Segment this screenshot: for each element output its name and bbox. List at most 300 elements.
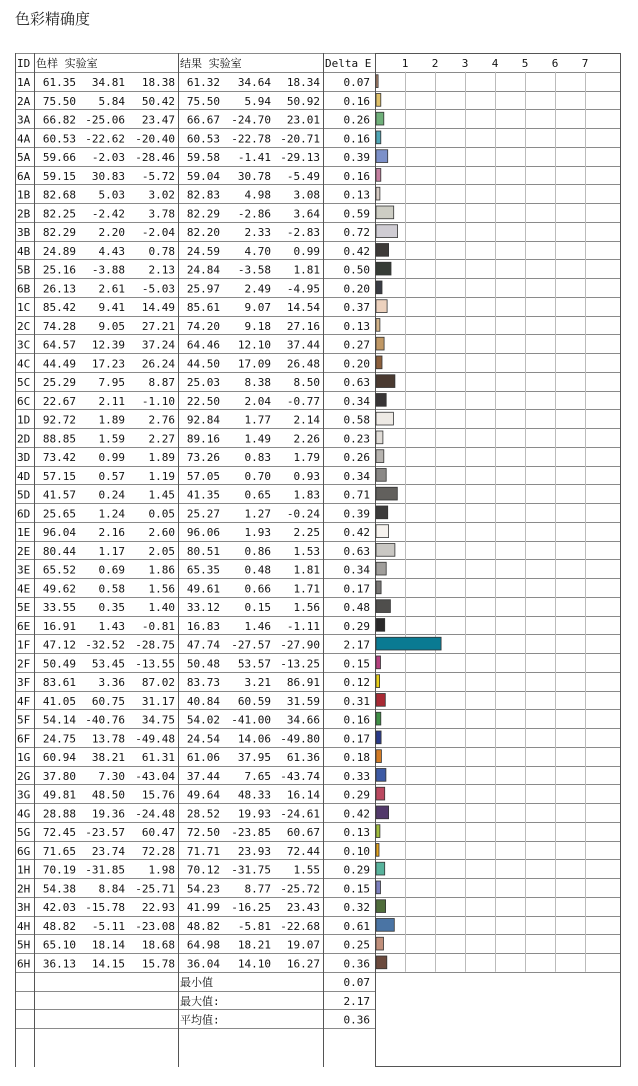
- result-lab-value: 83.73: [186, 676, 220, 689]
- result-lab-value: -43.74: [280, 769, 320, 783]
- result-lab-value: 82.29: [186, 207, 220, 221]
- delta-e-value: 0.25: [343, 938, 370, 952]
- summary-value: 0.36: [343, 1013, 370, 1027]
- sample-lab-value: 25.65: [42, 507, 76, 521]
- delta-e-value: 0.17: [343, 582, 370, 596]
- sample-lab-value: 74.28: [42, 319, 76, 333]
- row-id: 3C: [17, 338, 31, 352]
- result-lab-value: 59.58: [186, 151, 220, 164]
- sample-lab-value: 44.49: [42, 357, 76, 371]
- sample-lab-value: 60.94: [42, 751, 76, 764]
- row-id: 5B: [17, 263, 31, 277]
- result-lab-value: 0.83: [244, 451, 271, 464]
- delta-e-value: 0.26: [343, 451, 370, 464]
- sample-lab-value: 2.13: [148, 263, 175, 277]
- row-id: 5F: [17, 713, 31, 727]
- result-lab-value: 0.66: [244, 582, 271, 596]
- delta-e-bar: [376, 281, 382, 294]
- sample-lab-value: 73.42: [42, 451, 76, 464]
- result-lab-value: 7.65: [244, 769, 271, 783]
- sample-lab-value: -43.04: [135, 769, 175, 783]
- row-id: 3F: [17, 676, 31, 689]
- result-lab-value: 54.23: [186, 882, 220, 896]
- result-lab-value: 89.16: [186, 432, 220, 446]
- sample-lab-value: 59.66: [42, 151, 76, 164]
- sample-lab-value: -5.03: [141, 282, 175, 296]
- sample-lab-value: 2.11: [98, 394, 125, 408]
- delta-e-value: 0.15: [343, 882, 370, 896]
- sample-lab-value: 65.52: [42, 563, 76, 577]
- delta-e-value: 0.20: [343, 357, 370, 371]
- delta-e-value: 0.07: [343, 76, 370, 89]
- row-id: 5C: [17, 376, 31, 389]
- sample-lab-value: 14.15: [91, 957, 125, 971]
- delta-e-value: 0.59: [343, 207, 370, 221]
- result-lab-value: 2.04: [244, 394, 271, 408]
- delta-e-bar: [376, 525, 389, 538]
- sample-lab-value: 28.88: [42, 807, 76, 821]
- sample-lab-value: -5.11: [91, 919, 125, 933]
- result-lab-value: 25.27: [186, 507, 220, 521]
- sample-lab-value: 1.89: [148, 451, 175, 464]
- result-lab-value: 61.06: [186, 751, 220, 764]
- page-title: 色彩精确度: [15, 10, 91, 28]
- result-lab-value: 50.92: [286, 94, 320, 108]
- result-lab-value: -1.11: [286, 619, 320, 633]
- result-lab-value: 4.98: [244, 188, 271, 202]
- sample-lab-value: 0.78: [148, 244, 175, 258]
- result-lab-value: 1.81: [293, 263, 320, 277]
- result-lab-value: 1.55: [293, 863, 320, 877]
- result-lab-value: -49.80: [280, 732, 320, 746]
- delta-e-bar: [376, 712, 381, 725]
- row-id: 5D: [17, 488, 31, 502]
- result-lab-value: 19.93: [237, 807, 271, 821]
- sample-lab-value: 30.83: [91, 169, 125, 183]
- header-result-lab: 结果 实验室: [180, 56, 242, 70]
- row-id: 1A: [17, 76, 31, 89]
- delta-e-bar: [376, 487, 397, 500]
- result-lab-value: -2.83: [286, 226, 320, 239]
- sample-lab-value: 72.45: [42, 826, 76, 839]
- sample-lab-value: 7.30: [98, 769, 125, 783]
- delta-e-bar: [376, 581, 381, 594]
- result-lab-value: 0.86: [244, 544, 271, 558]
- result-lab-value: 16.27: [286, 957, 320, 971]
- sample-lab-value: -23.08: [135, 919, 175, 933]
- delta-e-value: 0.63: [343, 544, 370, 558]
- delta-e-bar: [376, 862, 385, 875]
- sample-lab-value: -15.78: [85, 901, 125, 914]
- result-lab-value: 1.56: [293, 601, 320, 614]
- row-id: 6H: [17, 957, 31, 971]
- result-lab-value: 1.79: [293, 451, 320, 464]
- result-lab-value: -29.13: [280, 151, 320, 164]
- result-lab-value: 41.35: [186, 488, 220, 502]
- result-lab-value: 60.67: [286, 826, 320, 839]
- delta-e-bar: [376, 244, 389, 257]
- delta-e-bar: [376, 919, 394, 932]
- row-id: 1G: [17, 751, 31, 764]
- sample-lab-value: -2.03: [91, 151, 125, 164]
- sample-lab-value: 0.57: [98, 469, 125, 483]
- chart-tick-label: 6: [551, 56, 559, 70]
- row-id: 6C: [17, 394, 31, 408]
- sample-lab-value: -5.72: [141, 169, 175, 183]
- delta-e-bar: [376, 169, 381, 182]
- delta-e-value: 0.50: [343, 263, 370, 277]
- delta-e-bar: [376, 881, 381, 894]
- delta-e-value: 0.34: [343, 563, 370, 577]
- sample-lab-value: 25.16: [42, 263, 76, 277]
- sample-lab-value: 33.55: [42, 601, 76, 614]
- sample-lab-value: 3.02: [148, 188, 175, 202]
- row-id: 1E: [17, 526, 31, 539]
- delta-e-bar: [376, 694, 385, 707]
- sample-lab-value: -1.10: [141, 394, 175, 408]
- sample-lab-value: 0.69: [98, 563, 125, 577]
- result-lab-value: -27.90: [280, 638, 320, 652]
- delta-e-value: 0.31: [343, 694, 370, 708]
- result-lab-value: 23.93: [237, 844, 271, 858]
- sample-lab-value: 7.95: [98, 376, 125, 389]
- delta-e-value: 0.42: [343, 807, 370, 821]
- delta-e-bar: [376, 600, 390, 613]
- delta-e-value: 2.17: [343, 638, 370, 652]
- delta-e-value: 0.17: [343, 732, 370, 746]
- sample-lab-value: 13.78: [91, 732, 125, 746]
- result-lab-value: 3.64: [293, 207, 320, 221]
- row-id: 2D: [17, 432, 31, 446]
- delta-e-bar: [376, 319, 380, 332]
- sample-lab-value: -25.71: [135, 882, 175, 896]
- sample-lab-value: 1.19: [148, 469, 175, 483]
- delta-e-bar: [376, 825, 380, 838]
- sample-lab-value: -49.48: [135, 732, 175, 746]
- result-lab-value: 1.77: [244, 413, 271, 427]
- sample-lab-value: 31.17: [141, 694, 175, 708]
- result-lab-value: 22.50: [186, 394, 220, 408]
- result-lab-value: 0.99: [293, 244, 320, 258]
- row-id: 4G: [17, 807, 31, 821]
- result-lab-value: 86.91: [286, 676, 320, 689]
- sample-lab-value: 48.50: [91, 788, 125, 802]
- result-lab-value: 34.66: [286, 713, 320, 727]
- delta-e-value: 0.33: [343, 769, 370, 783]
- result-lab-value: -1.41: [237, 151, 271, 164]
- sample-lab-value: 1.45: [148, 488, 175, 502]
- row-id: 1B: [17, 188, 31, 202]
- sample-lab-value: 1.86: [148, 563, 175, 577]
- delta-e-value: 0.27: [343, 338, 370, 352]
- result-lab-value: 71.71: [186, 844, 220, 858]
- result-lab-value: 37.44: [186, 769, 220, 783]
- result-lab-value: 1.71: [293, 582, 320, 596]
- sample-lab-value: 65.10: [42, 938, 76, 952]
- delta-e-bar: [376, 844, 379, 857]
- result-lab-value: 64.98: [186, 938, 220, 952]
- result-lab-value: 25.03: [186, 376, 220, 389]
- sample-lab-value: 2.61: [98, 282, 125, 296]
- delta-e-value: 0.36: [343, 957, 370, 971]
- result-lab-value: 14.06: [237, 732, 271, 746]
- chart-tick-label: 1: [401, 56, 409, 70]
- sample-lab-value: 0.58: [98, 582, 125, 596]
- delta-e-bar: [376, 356, 382, 369]
- delta-e-value: 0.42: [343, 526, 370, 539]
- result-lab-value: 82.83: [186, 188, 220, 202]
- delta-e-bar: [376, 937, 384, 950]
- result-lab-value: -24.70: [231, 113, 271, 127]
- delta-e-bar: [376, 900, 386, 913]
- sample-lab-value: 9.41: [98, 301, 125, 314]
- sample-lab-value: 18.38: [141, 76, 175, 89]
- summary-value: 2.17: [343, 994, 370, 1008]
- delta-e-bar: [376, 806, 389, 819]
- result-lab-value: 31.59: [286, 694, 320, 708]
- delta-e-value: 0.29: [343, 863, 370, 877]
- sample-lab-value: 50.42: [141, 94, 175, 108]
- sample-lab-value: 34.75: [141, 713, 175, 727]
- result-lab-value: -24.61: [280, 807, 320, 821]
- delta-e-value: 0.48: [343, 601, 370, 614]
- result-lab-value: 65.35: [186, 563, 220, 577]
- result-lab-value: 2.25: [293, 526, 320, 539]
- row-id: 6F: [17, 732, 31, 746]
- row-id: 4C: [17, 357, 31, 371]
- delta-e-value: 0.72: [343, 226, 370, 239]
- sample-lab-value: 2.05: [148, 544, 175, 558]
- sample-lab-value: 16.91: [42, 619, 76, 633]
- sample-lab-value: 24.89: [42, 244, 76, 258]
- delta-e-bar: [376, 750, 381, 763]
- delta-e-bar: [376, 562, 386, 575]
- result-lab-value: -5.81: [237, 919, 271, 933]
- result-lab-value: 40.84: [186, 694, 220, 708]
- delta-e-bar: [376, 769, 386, 782]
- delta-e-bar: [376, 112, 384, 125]
- result-lab-value: 1.27: [244, 507, 271, 521]
- result-lab-value: 37.44: [286, 338, 320, 352]
- sample-lab-value: 2.20: [98, 226, 125, 239]
- result-lab-value: 60.59: [237, 694, 271, 708]
- result-lab-value: 14.10: [237, 957, 271, 971]
- delta-e-value: 0.26: [343, 113, 370, 127]
- result-lab-value: 3.08: [293, 188, 320, 202]
- sample-lab-value: 38.21: [91, 751, 125, 764]
- result-lab-value: -27.57: [231, 638, 271, 652]
- sample-lab-value: -0.81: [141, 619, 175, 633]
- sample-lab-value: -24.48: [135, 807, 175, 821]
- row-id: 2B: [17, 207, 31, 221]
- sample-lab-value: 1.56: [148, 582, 175, 596]
- chart-tick-label: 5: [521, 56, 529, 70]
- row-id: 2H: [17, 882, 31, 896]
- delta-e-value: 0.63: [343, 376, 370, 389]
- delta-e-bar: [376, 131, 381, 144]
- result-lab-value: 0.48: [244, 563, 271, 577]
- delta-e-bar: [376, 656, 381, 669]
- sample-lab-value: 82.68: [42, 188, 76, 202]
- delta-e-bar: [376, 300, 387, 313]
- sample-lab-value: 27.21: [141, 319, 175, 333]
- row-id: 6A: [17, 169, 31, 183]
- result-lab-value: -25.72: [280, 882, 320, 896]
- delta-e-value: 0.29: [343, 619, 370, 633]
- result-lab-value: 0.65: [244, 488, 271, 502]
- result-lab-value: 82.20: [186, 226, 220, 239]
- sample-lab-value: -2.04: [141, 226, 175, 239]
- sample-lab-value: 8.84: [98, 882, 125, 896]
- summary-label: 最小值: [180, 976, 213, 989]
- row-id: 2G: [17, 769, 31, 783]
- row-id: 1C: [17, 301, 31, 314]
- row-id: 4F: [17, 694, 31, 708]
- row-id: 1D: [17, 413, 31, 427]
- delta-e-value: 0.12: [343, 676, 370, 689]
- result-lab-value: 64.46: [186, 338, 220, 352]
- result-lab-value: 8.77: [244, 882, 271, 896]
- delta-e-value: 0.16: [343, 713, 370, 727]
- result-lab-value: 75.50: [186, 94, 220, 108]
- sample-lab-value: 47.12: [42, 638, 76, 652]
- result-lab-value: 48.33: [237, 788, 271, 802]
- sample-lab-value: 1.59: [98, 432, 125, 446]
- sample-lab-value: -22.62: [85, 132, 125, 146]
- sample-lab-value: 0.05: [148, 507, 175, 521]
- sample-lab-value: 1.89: [98, 413, 125, 427]
- result-lab-value: 1.53: [293, 544, 320, 558]
- sample-lab-value: 87.02: [141, 676, 175, 689]
- delta-e-bar: [376, 450, 384, 463]
- sample-lab-value: 88.85: [42, 432, 76, 446]
- result-lab-value: 4.70: [244, 244, 271, 258]
- sample-lab-value: -28.46: [135, 151, 175, 164]
- sample-lab-value: 1.24: [98, 507, 125, 521]
- result-lab-value: 49.61: [186, 582, 220, 596]
- delta-e-value: 0.18: [343, 751, 370, 764]
- delta-e-bar: [376, 150, 388, 163]
- sample-lab-value: 5.84: [98, 94, 125, 108]
- delta-e-value: 0.34: [343, 394, 370, 408]
- result-lab-value: 33.12: [186, 601, 220, 614]
- result-lab-value: 73.26: [186, 451, 220, 464]
- sample-lab-value: 41.57: [42, 488, 76, 502]
- sample-lab-value: 1.43: [98, 619, 125, 633]
- sample-lab-value: 9.05: [98, 319, 125, 333]
- chart-tick-label: 4: [491, 56, 499, 70]
- result-lab-value: 72.50: [186, 826, 220, 839]
- delta-e-value: 0.10: [343, 844, 370, 858]
- result-lab-value: 16.83: [186, 619, 220, 633]
- sample-lab-value: -13.55: [135, 657, 175, 671]
- sample-lab-value: 96.04: [42, 526, 76, 539]
- result-lab-value: 53.57: [237, 657, 271, 671]
- result-lab-value: -3.58: [237, 263, 271, 277]
- sample-lab-value: 22.67: [42, 394, 76, 408]
- result-lab-value: 59.04: [186, 169, 220, 183]
- result-lab-value: 92.84: [186, 413, 220, 427]
- result-lab-value: 85.61: [186, 301, 220, 314]
- result-lab-value: 25.97: [186, 282, 220, 296]
- row-id: 4B: [17, 244, 31, 258]
- delta-e-bar: [376, 787, 385, 800]
- delta-e-bar: [376, 412, 393, 425]
- delta-e-bar: [376, 337, 384, 350]
- sample-lab-value: -32.52: [85, 638, 125, 652]
- result-lab-value: 1.83: [293, 488, 320, 502]
- summary-label: 最大值:: [180, 994, 220, 1008]
- delta-e-value: 0.13: [343, 319, 370, 333]
- row-id: 5A: [17, 151, 31, 164]
- result-lab-value: 0.93: [293, 469, 320, 483]
- sample-lab-value: 8.87: [148, 376, 175, 389]
- chart-tick-label: 3: [461, 56, 469, 70]
- sample-lab-value: 61.35: [42, 76, 76, 89]
- result-lab-value: 9.18: [244, 319, 271, 333]
- result-lab-value: 0.15: [244, 601, 271, 614]
- sample-lab-value: 71.65: [42, 844, 76, 858]
- sample-lab-value: 15.78: [141, 957, 175, 971]
- delta-e-bar: [376, 206, 394, 219]
- sample-lab-value: 36.13: [42, 957, 76, 971]
- delta-e-value: 0.34: [343, 469, 370, 483]
- result-lab-value: -0.77: [286, 394, 320, 408]
- result-lab-value: 61.32: [186, 76, 220, 89]
- result-lab-value: 1.49: [244, 432, 271, 446]
- result-lab-value: 96.06: [186, 526, 220, 539]
- sample-lab-value: -3.88: [91, 263, 125, 277]
- row-id: 6B: [17, 282, 31, 296]
- row-id: 5G: [17, 826, 31, 839]
- row-id: 3D: [17, 451, 31, 464]
- sample-lab-value: -40.76: [85, 713, 125, 727]
- sample-lab-value: -25.06: [85, 113, 125, 127]
- result-lab-value: 60.53: [186, 132, 220, 146]
- result-lab-value: 47.74: [186, 638, 220, 652]
- delta-e-bar: [376, 956, 387, 969]
- sample-lab-value: 70.19: [42, 863, 76, 877]
- row-id: 5H: [17, 938, 31, 952]
- delta-e-value: 0.42: [343, 244, 370, 258]
- result-lab-value: 18.34: [286, 76, 320, 89]
- result-lab-value: 24.54: [186, 732, 220, 746]
- sample-lab-value: 1.98: [148, 863, 175, 877]
- delta-e-bar: [376, 506, 388, 519]
- delta-e-bar: [376, 225, 398, 238]
- sample-lab-value: 59.15: [42, 169, 76, 183]
- sample-lab-value: 2.16: [98, 526, 125, 539]
- result-lab-value: 48.82: [186, 919, 220, 933]
- sample-lab-value: 64.57: [42, 338, 76, 352]
- result-lab-value: -31.75: [231, 863, 271, 877]
- result-lab-value: 14.54: [286, 301, 320, 314]
- sample-lab-value: 60.47: [141, 826, 175, 839]
- header-delta-e: Delta E: [325, 56, 372, 70]
- sample-lab-value: 72.28: [141, 844, 175, 858]
- result-lab-value: 66.67: [186, 113, 220, 127]
- sample-lab-value: -31.85: [85, 863, 125, 877]
- sample-lab-value: 75.50: [42, 94, 76, 108]
- delta-e-value: 0.37: [343, 301, 370, 314]
- header-sample-lab: 色样 实验室: [36, 56, 98, 70]
- delta-e-value: 0.58: [343, 413, 370, 427]
- delta-e-value: 0.29: [343, 788, 370, 802]
- result-lab-value: 1.46: [244, 619, 271, 633]
- sample-lab-value: 26.13: [42, 282, 76, 296]
- row-id: 4D: [17, 469, 31, 483]
- sample-lab-value: 0.24: [98, 488, 125, 502]
